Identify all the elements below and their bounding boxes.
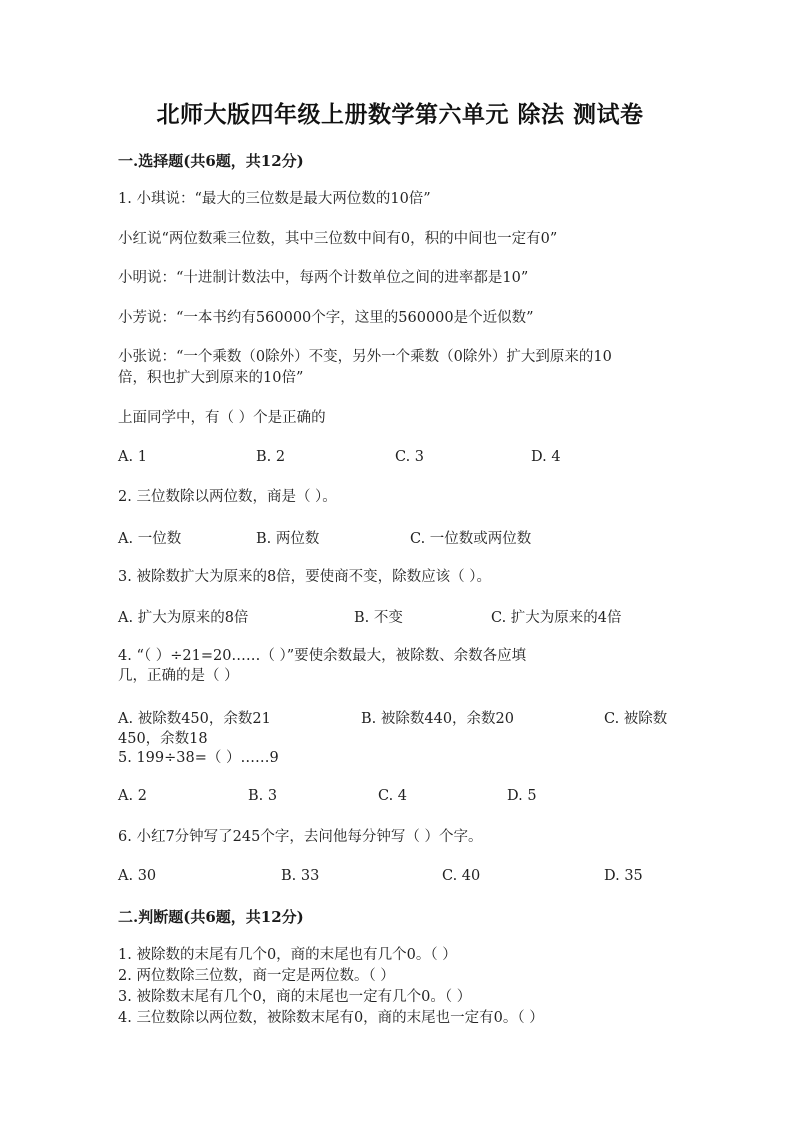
q1-option-a: A. 1 <box>118 449 147 465</box>
q2-option-a: A. 一位数 <box>118 531 182 547</box>
q3-option-a: A. 扩大为原来的8倍 <box>118 610 249 626</box>
q1-statement-ming: 小明说：“十进制计数法中，每两个计数单位之间的进率都是10” <box>118 270 529 286</box>
q1-option-c: C. 3 <box>395 449 425 465</box>
section-heading-judgement: 二.判断题(共6题，共12分) <box>118 908 304 926</box>
q1-statement-fang: 小芳说：“一本书约有560000个字，这里的560000是个近似数” <box>118 310 534 326</box>
q1-question: 上面同学中，有（ ）个是正确的 <box>118 410 326 426</box>
q5-option-d: D. 5 <box>507 788 537 804</box>
q6-option-c: C. 40 <box>442 868 481 884</box>
q4-option-c-continued: 450，余数18 <box>118 731 208 747</box>
judgement-item-2: 2. 两位数除三位数，商一定是两位数。（ ） <box>118 968 395 984</box>
q4-stem-line2: 几，正确的是（ ） <box>118 668 239 684</box>
q3-option-c: C. 扩大为原来的4倍 <box>491 610 622 626</box>
q5-option-c: C. 4 <box>378 788 408 804</box>
q4-stem-line1: 4. “（ ）÷21=20……（ ）”要使余数最大，被除数、余数各应填 <box>118 648 527 664</box>
q4-option-b: B. 被除数440，余数20 <box>361 711 514 727</box>
q1-statement-hong: 小红说“两位数乘三位数，其中三位数中间有0，积的中间也一定有0” <box>118 231 558 247</box>
judgement-item-3: 3. 被除数末尾有几个0，商的末尾也一定有几个0。（ ） <box>118 989 472 1005</box>
q1-stem: 1. 小琪说：“最大的三位数是最大两位数的10倍” <box>118 191 431 207</box>
q2-option-c: C. 一位数或两位数 <box>410 531 532 547</box>
q5-option-a: A. 2 <box>118 788 147 804</box>
document-title: 北师大版四年级上册数学第六单元 除法 测试卷 <box>156 101 644 128</box>
q5-stem: 5. 199÷38=（ ）……9 <box>118 750 279 766</box>
q6-stem: 6. 小红7分钟写了245个字，去问他每分钟写（ ）个字。 <box>118 829 483 845</box>
q1-statement-zhang-line2: 倍，积也扩大到原来的10倍” <box>118 370 304 386</box>
q6-option-b: B. 33 <box>281 868 320 884</box>
q5-option-b: B. 3 <box>248 788 278 804</box>
judgement-item-1: 1. 被除数的末尾有几个0，商的末尾也有几个0。（ ） <box>118 947 457 963</box>
q1-statement-zhang-line1: 小张说：“一个乘数（0除外）不变，另外一个乘数（0除外）扩大到原来的10 <box>118 349 612 365</box>
q4-option-c: C. 被除数 <box>604 711 668 727</box>
q6-option-a: A. 30 <box>118 868 157 884</box>
q2-option-b: B. 两位数 <box>256 531 320 547</box>
q1-option-b: B. 2 <box>256 449 286 465</box>
section-heading-choice: 一.选择题(共6题，共12分) <box>118 152 304 170</box>
q3-option-b: B. 不变 <box>354 610 403 626</box>
q2-stem: 2. 三位数除以两位数，商是（ ）。 <box>118 489 337 505</box>
q1-option-d: D. 4 <box>531 449 561 465</box>
q3-stem: 3. 被除数扩大为原来的8倍，要使商不变，除数应该（ ）。 <box>118 569 492 585</box>
judgement-item-4: 4. 三位数除以两位数，被除数末尾有0，商的末尾也一定有0。（ ） <box>118 1010 544 1026</box>
q4-option-a: A. 被除数450，余数21 <box>118 711 271 727</box>
q6-option-d: D. 35 <box>604 868 643 884</box>
